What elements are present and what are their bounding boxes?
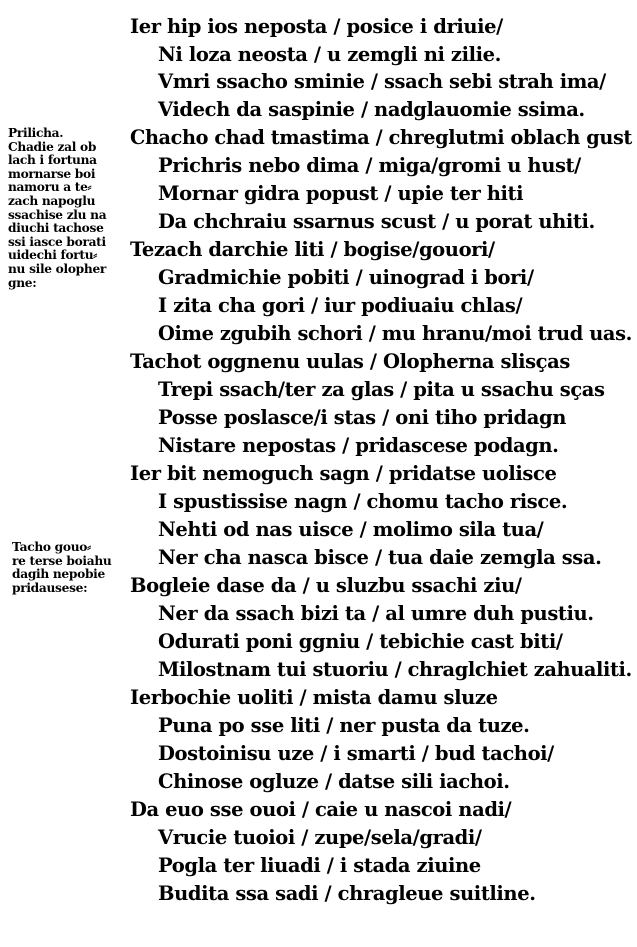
margin-note-line: gne: xyxy=(8,275,37,290)
margin-note-line: namoru a te⸗ xyxy=(8,180,92,195)
verse-line: Gradmichie pobiti / uinograd i bori/ xyxy=(158,266,534,289)
margin-note-line: lach i fortuna xyxy=(8,153,97,168)
margin-note-line: zach napoglu xyxy=(8,193,96,208)
verse-line: I zita cha gori / iur podiuaiu chlas/ xyxy=(158,294,523,317)
verse-line: Budita ssa sadi / chragleue suitline. xyxy=(158,882,536,905)
margin-note-line: nu sile olopher xyxy=(8,261,107,276)
verse-line: Bogleie dase da / u sluzbu ssachi ziu/ xyxy=(130,574,522,597)
verse-line: Posse poslasce/i stas / oni tiho pridagn xyxy=(158,406,567,429)
verse-line: Ier bit nemoguch sagn / pridatse uolisce xyxy=(130,462,557,485)
verse-line: Ierbochie uoliti / mista damu sluze xyxy=(130,686,498,709)
margin-note-line: mornarse boi xyxy=(8,166,96,181)
margin-note-line: Chadie zal ob xyxy=(8,139,97,154)
margin-note-first xyxy=(8,127,106,290)
verse-line: Nistare nepostas / pridascese podagn. xyxy=(158,434,559,457)
verse-line: Oime zgubih schori / mu hranu/moi trud uas. xyxy=(158,322,632,345)
margin-note-line: Prilicha. xyxy=(8,126,64,140)
verse-line: Tachot oggnenu uulas / Olopherna slisças xyxy=(130,350,570,373)
verse-line: Da chchraiu ssarnus scust / u porat uhiti. xyxy=(158,210,595,233)
verse-line: Ner cha nasca bisce / tua daie zemgla ssa. xyxy=(158,546,602,569)
verse-line: Dostoinisu uze / i smarti / bud tachoi/ xyxy=(158,742,554,765)
margin-note-line: dagih nepobie xyxy=(12,567,105,582)
verse-line: Mornar gidra popust / upie ter hiti xyxy=(158,182,524,205)
verse-line: Trepi ssach/ter za glas / pita u ssachu sças xyxy=(158,378,605,401)
margin-note-line: Tacho gouo⸗ xyxy=(12,540,91,554)
verse-line: Tezach darchie liti / bogise/gouori/ xyxy=(130,238,495,261)
verse-line: Puna po sse liti / ner pusta da tuze. xyxy=(158,714,530,737)
verse-line: Prichris nebo dima / miga/gromi u hust/ xyxy=(158,154,581,177)
verse-line: Da euo sse ouoi / caie u nascoi nadi/ xyxy=(130,798,512,821)
verse-line: Ier hip ios neposta / posice i driuie/ xyxy=(130,15,503,38)
margin-note-second xyxy=(12,541,111,595)
margin-note-line: re terse boiahu xyxy=(12,553,112,568)
verse-line: Odurati poni ggniu / tebichie cast biti/ xyxy=(158,630,563,653)
verse-line: Chacho chad tmastima / chreglutmi oblach gust xyxy=(130,126,632,149)
verse-line: Ni loza neosta / u zemgli ni zilie. xyxy=(158,43,502,66)
verse-line: Ner da ssach bizi ta / al umre duh pustiu. xyxy=(158,602,594,625)
margin-note-line: pridausese: xyxy=(12,580,88,595)
margin-note-line: diuchi tachose xyxy=(8,221,104,236)
verse-line: Milostnam tui stuoriu / chraglchiet zahualiti. xyxy=(158,658,632,681)
verse-line: Vrucie tuoioi / zupe/sela/gradi/ xyxy=(158,826,482,849)
margin-note-line: uidechi fortu⸗ xyxy=(8,248,98,263)
verse-line: I spustissise nagn / chomu tacho risce. xyxy=(158,490,568,513)
verse-line: Vmri ssacho sminie / ssach sebi strah ima/ xyxy=(158,70,606,93)
verse-line: Nehti od nas uisce / molimo sila tua/ xyxy=(158,518,544,541)
verse-line: Videch da saspinie / nadglauomie ssima. xyxy=(158,98,585,121)
margin-note-line: ssachise zlu na xyxy=(8,207,107,222)
verse-line: Pogla ter liuadi / i stada ziuine xyxy=(158,854,481,877)
margin-note-line: ssi iasce borati xyxy=(8,234,106,249)
verse-line: Chinose ogluze / datse sili iachoi. xyxy=(158,770,510,793)
